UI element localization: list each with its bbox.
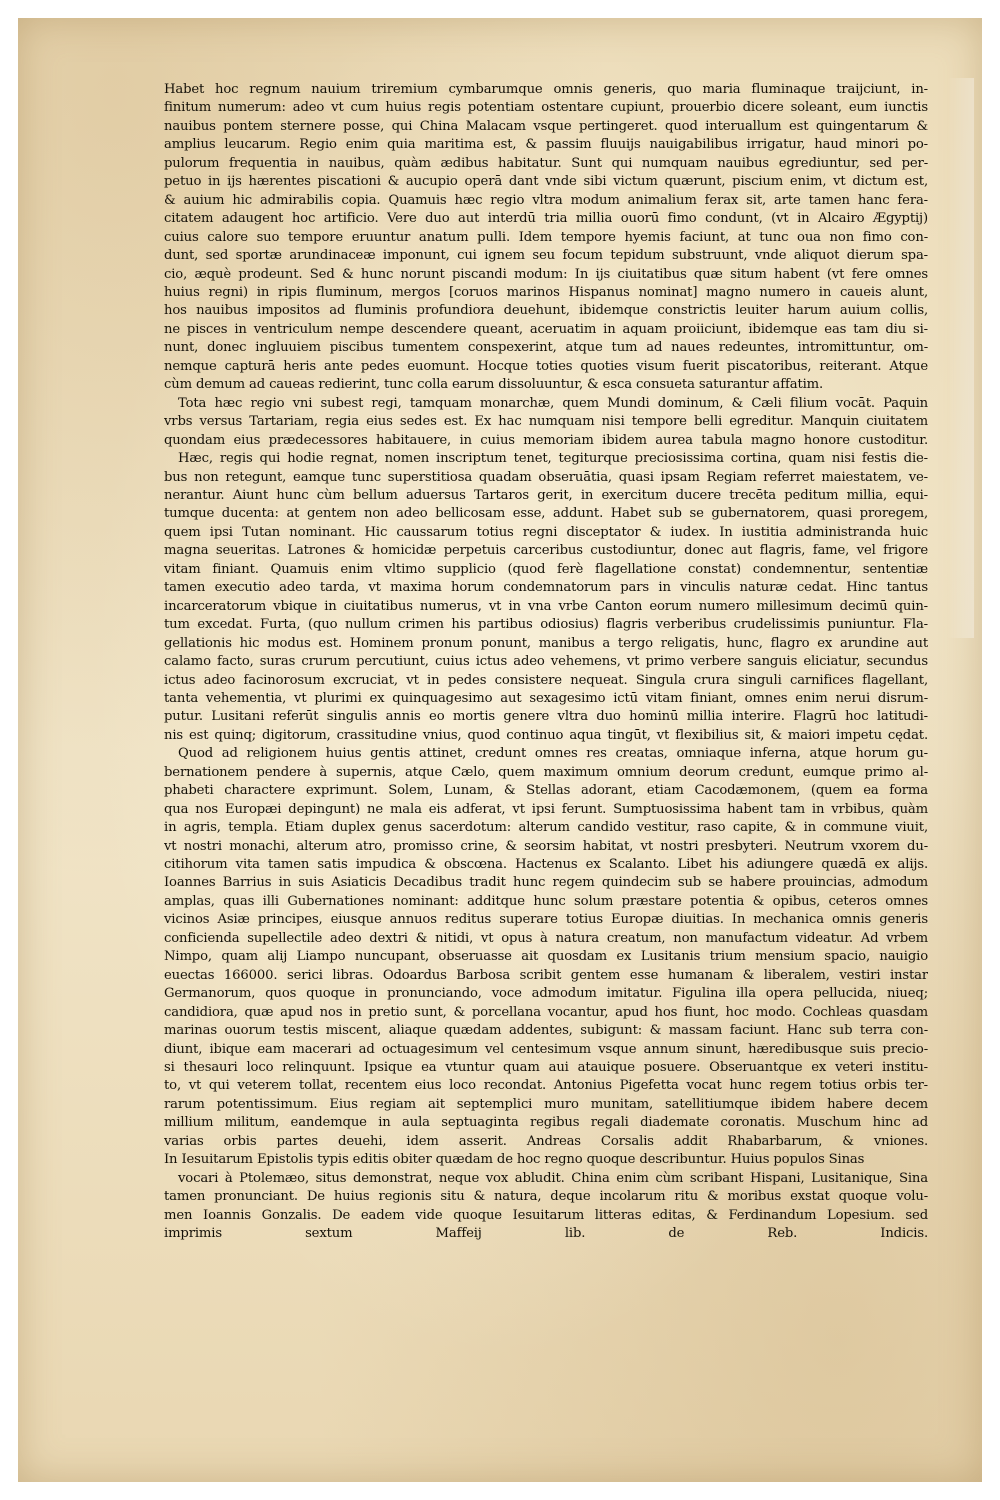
text-line: calamo facto, suras crurum percutiunt, cuius ictus adeo vehemens, vt primo verbere sanguis eliciatur, secundus: [164, 654, 928, 670]
text-line: pulorum frequentia in nauibus, quàm ædibus habitatur. Sunt qui numquam nauibus egrediuntur, sed per-: [164, 155, 928, 171]
text-line: vocari à Ptolemæo, situs demonstrat, neque vox abludit. China enim cùm scribant Hispani, Lusitanique, Sina: [178, 1170, 928, 1186]
text-line: dunt, sed sportæ arundinaceæ imponunt, cui ignem seu focum tepidum substruunt, vnde aliquot dierum spa-: [164, 248, 928, 264]
text-line: petuo in ijs hærentes piscationi & aucupio operā dant vnde sibi victum quærunt, piscium enim, vt dictum est,: [164, 174, 928, 190]
text-line: nauibus pontem sternere posse, qui China Malacam vsque pertingeret. quod interuallum est quingentarum &: [164, 118, 928, 134]
text-line: vrbs versus Tartariam, regia eius sedes est. Ex hac numquam nisi tempore belli egreditur. Manquin ciuitatem: [164, 414, 928, 430]
text-line: ictus adeo facinorosum excruciat, vt in pedes consistere nequeat. Singula crura singuli carnifices flagellant,: [164, 672, 928, 688]
text-line: incarceratorum vbique in ciuitatibus numerus, vt in vna vrbe Canton eorum numero millesimum decimū quin-: [164, 598, 928, 614]
text-line: millium militum, eandemque in aula septuaginta regibus regali diademate coronatis. Muschum hinc ad: [164, 1115, 928, 1131]
text-line: in agris, templa. Etiam duplex genus sacerdotum: alterum candido vestitur, raso capite, & in commune viuit,: [164, 820, 928, 836]
text-line: vitam finiant. Quamuis enim vltimo supplicio (quod ferè flagellatione constat) condemnentur, sententiæ: [164, 561, 928, 577]
text-line: tamen executio adeo tarda, vt maxima horum condemnatorum pars in vinculis naturæ cedat. Hinc tantus: [164, 580, 928, 596]
text-line: to, vt qui veterem tollat, recentem eius loco recondat. Antonius Pigefetta vocat hunc regem totius orbis ter-: [164, 1078, 928, 1094]
text-line: tanta vehementia, vt plurimi ex quinquagesimo aut sexagesimo ictū vitam finiant, omnes enim nerui disrum-: [164, 690, 928, 706]
text-line: amplius leucarum. Regio enim quia maritima est, & passim fluuijs nauigabilibus irrigatur, haud minori po-: [164, 137, 928, 153]
text-line: nemque capturā heris ante pedes euomunt. Hocque toties quoties visum fuerit piscatoribus, reiterant. Atque: [164, 358, 928, 374]
text-line: finitum numerum: adeo vt cum huius regis potentiam ostentare cupiunt, prouerbio dicere soleant, eum iunctis: [164, 100, 928, 116]
text-line: In Iesuitarum Epistolis typis editis obiter quædam de hoc regno quoque describuntur. Huius populos Sinas: [164, 1152, 865, 1168]
text-line: cùm demum ad caueas redierint, tunc colla earum dissoluuntur, & esca consueta saturantur affatim.: [164, 377, 824, 393]
text-line: hos nauibus impositos ad fluminis profundiora deuehunt, ibidemque constrictis leuiter harum auium collis,: [164, 303, 928, 319]
text-line: tumque ducenta: at gentem non adeo bellicosam esse, addunt. Habet sub se gubernatorem, quasi proregem,: [164, 506, 928, 522]
text-line: candidiora, quæ apud nos in pretio sunt, & porcellana vocantur, apud hos fiunt, hoc modo. Cochleas quasdam: [164, 1004, 928, 1020]
text-line: Ioannes Barrius in suis Asiaticis Decadibus tradit hunc regem quindecim sub se habere prouincias, admodum: [164, 875, 928, 891]
text-line: phabeti charactere exprimunt. Solem, Lunam, & Stellas adorant, etiam Cacodæmonem, (quem ea forma: [164, 783, 928, 799]
text-line: marinas ouorum testis miscent, aliaque quædam addentes, subigunt: & massam faciunt. Hanc sub terra con-: [164, 1023, 928, 1039]
text-line: Habet hoc regnum nauium triremium cymbarumque omnis generis, quo maria fluminaque traijciunt, in-: [164, 82, 928, 97]
text-line: & auium hic admirabilis copia. Quamuis hæc regio vltra modum animalium ferax sit, arte tamen hanc fera-: [164, 192, 928, 208]
text-line: vt nostri monachi, alterum atro, promisso crine, & seorsim habitat, vt nostri presbyteri. Neutrum vxorem du-: [164, 838, 928, 854]
text-line: Quod ad religionem huius gentis attinet, credunt omnes res creatas, omniaque inferna, atque horum gu-: [178, 746, 928, 762]
text-line: diunt, ibique eam macerari ad octuagesimum vel centesimum vsque annum sinunt, hæredibusque suis precio-: [164, 1041, 928, 1057]
text-line: rarum potentissimum. Eius regiam ait septemplici muro munitam, satellitiumque ibidem habere decem: [164, 1096, 928, 1112]
text-line: men Ioannis Gonzalis. De eadem vide quoque Iesuitarum litteras editas, & Ferdinandum Lopesium. sed: [164, 1207, 928, 1223]
parchment-page: [18, 18, 982, 1482]
text-line: quondam eius prædecessores habitauere, in cuius memoriam ibidem aurea tabula magno honore custoditur.: [164, 432, 928, 448]
text-line: tum excedat. Furta, (quo nullum crimen his partibus odiosius) flagris verberibus crudelissimis puniuntur. Fla-: [164, 617, 928, 633]
text-line: imprimis sextum Maffeij lib. de Reb. Indicis.: [164, 1226, 928, 1242]
text-line: vicinos Asiæ principes, eiusque annuos reditus superare totius Europæ diuitias. In mechanica omnis generis: [164, 912, 928, 928]
text-line: Nimpo, quam alij Liampo nuncupant, obseruasse ait quosdam ex Lusitanis trium mensium spacio, nauigio: [164, 949, 928, 965]
text-line: huius regni) in ripis fluminum, mergos [coruos marinos Hispanus nominat] magno numero in caueis alunt,: [164, 284, 928, 300]
text-line: citihorum vita tamen satis impudica & obscœna. Hactenus ex Scalanto. Libet his adiungere quædā ex alijs.: [164, 857, 928, 873]
text-line: euectas 166000. serici libras. Odoardus Barbosa scribit gentem esse humanam & liberalem, vestiri instar: [164, 967, 928, 983]
text-line: qua nos Europæi depingunt) ne mala eis adferat, vt ipsi ferunt. Sumptuosissima habent tam in vrbibus, quàm: [164, 801, 928, 817]
text-line: nis est quinq; digitorum, crassitudine vnius, quod continuo aqua tingūt, vt flexibilius sit, & maiori impetu cędat.: [164, 727, 928, 743]
text-line: bus non retegunt, eamque tunc superstitiosa quadam obseruātia, quasi ipsam Regiam referret maiestatem, ve-: [164, 469, 928, 485]
text-line: citatem adaugent hoc artificio. Vere duo aut interdū tria millia ouorū fimo condunt, (vt in Alcairo Ægyptij): [164, 211, 928, 227]
text-line: Hæc, regis qui hodie regnat, nomen inscriptum tenet, tegiturque preciosissima cortina, quam nisi festis die-: [178, 451, 928, 467]
text-line: Tota hæc regio vni subest regi, tamquam monarchæ, quem Mundi dominum, & Cæli filium vocāt. Paquin: [178, 395, 928, 411]
text-line: conficienda supellectile adeo dextri & nitidi, vt opus à natura creatum, non manufactum videatur. Ad vrbem: [164, 930, 928, 946]
text-line: si thesauri loco relinquunt. Ipsique ea vtuntur quam aui atauique posuere. Obseruantque ex veteri institu-: [164, 1060, 928, 1076]
text-line: cio, æquè prodeunt. Sed & hunc norunt piscandi modum: In ijs ciuitatibus quæ situm habent (vt fere omnes: [164, 266, 928, 282]
text-line: ne pisces in ventriculum nempe descendere queant, aceruatim in aquam proiiciunt, ibidemque eas tam diu si-: [164, 321, 928, 337]
text-line: Germanorum, quos quoque in pronunciando, voce admodum imitatur. Figulina illa opera pellucida, niueq;: [164, 986, 928, 1002]
text-line: putur. Lusitani referūt singulis annis eo mortis genere vltra duo hominū millia interire. Flagrū hoc latitudi-: [164, 709, 928, 725]
text-line: varias orbis partes deuehi, idem asserit. Andreas Corsalis addit Rhabarbarum, & vniones.: [164, 1133, 928, 1149]
latin-text-block: [164, 81, 928, 1244]
text-line: gellationis hic modus est. Hominem pronum ponunt, manibus a tergo religatis, hunc, flagro ex arundine aut: [164, 635, 928, 651]
text-line: quem ipsi Tutan nominant. Hic caussarum totius regni disceptator & iudex. In iustitia administranda huic: [164, 524, 928, 540]
text-line: amplas, quas illi Gubernationes nominant: additque hunc solum præstare potentia & opibus, ceteros omnes: [164, 893, 928, 909]
text-line: magna seueritas. Latrones & homicidæ perpetuis carceribus custodiuntur, donec aut flagris, fame, vel frigore: [164, 543, 928, 559]
text-line: nunt, donec ingluuiem piscibus tumentem conspexerint, atque tum ad naues redeuntes, intromittuntur, om-: [164, 340, 928, 356]
text-line: nerantur. Aiunt hunc cùm bellum aduersus Tartaros gerit, in exercitum ducere trecēta peditum millia, equi-: [164, 487, 928, 503]
text-line: bernationem pendere à supernis, atque Cælo, quem maximum omnium deorum credunt, eumque primo al-: [164, 764, 928, 780]
text-line: cuius calore suo tempore eruuntur anatum pulli. Idem tempore hyemis faciunt, at tunc oua non fimo con-: [164, 229, 928, 245]
text-line: tamen pronunciant. De huius regionis situ & natura, deque incolarum ritu & moribus exstat quoque volu-: [164, 1189, 928, 1205]
